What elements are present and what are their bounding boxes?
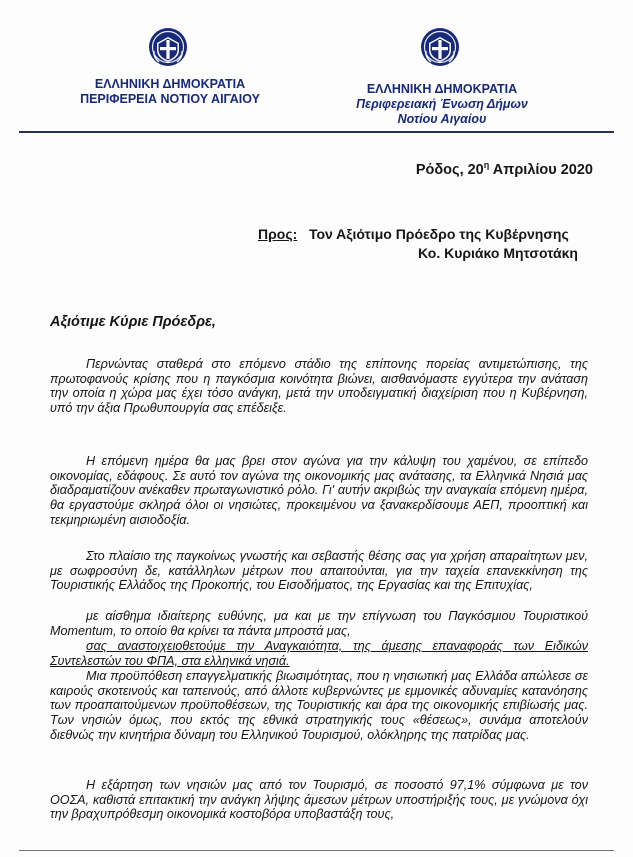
letter-date [416, 160, 593, 178]
date-sup: η [483, 160, 490, 170]
paragraph-6: Μια προϋπόθεση επαγγελματικής βιωσιμότητας, που η νησιωτική μας Ελλάδα απώλεσε σε καιρούς σκοτεινούς και ταπεινούς, από άλλοτε κυβερνώντες με εμμονικές αδυναμίες κατανόησης των προαπαιτούμενων προϋποθέσεων, της Τουριστικής και άρα της οικονομικής επιβίωσής μας. Των νησιών όμως, που εκτός της εθνικά στρατηγικής τους «θέσεως», συνάμα αποτελούν διεθνώς την κινητήρια δύναμη του Ελληνικού Τουρισμού, ολόκληρης της πατρίδας μας. [50, 669, 588, 742]
header-divider [19, 131, 614, 133]
recipient-line2 [418, 245, 578, 261]
paragraph-5: σας αναστοιχειοθετούμε την Αναγκαιότητα, της άμεσης επαναφοράς των Ειδικών Συντελεστών του ΦΠΑ, στα ελληνικά νησιά. [50, 639, 588, 668]
greek-emblem-right-icon [420, 27, 460, 67]
header-right-line2: Περιφερειακή Ένωση Δήμων [356, 97, 528, 111]
recipient-name-line1: Τον Αξιότιμο Πρόεδρο της Κυβέρνησης [308, 226, 569, 242]
date-rest: Απριλίου 2020 [489, 161, 593, 178]
header-left-line1: ΕΛΛΗΝΙΚΗ ΔΗΜΟΚΡΑΤΙΑ [94, 77, 246, 91]
recipient-name-line2: Κο. Κυριάκο Μητσοτάκη [418, 245, 578, 261]
paragraph-7: Η εξάρτηση των νησιών μας από τον Τουρισμό, σε ποσοστό 97,1% σύμφωνα με τον ΟΟΣΑ, καθιστά επιτακτική την ανάγκη λήψης άμεσων μέτρων υποστήριξής τους, με γνώμονα όχι την βραχυπρόθεσμη οικονομικά κοστοβόρα υποβαστάξη τους, [50, 778, 588, 822]
paragraph-2: Η επόμενη ημέρα θα μας βρει στον αγώνα για την κάλυψη του χαμένου, σε επίπεδο οικονομίας, εδάφους. Σε αυτό τον αγώνα της οικονομικής μας ανάτασης, τα Ελληνικά Νησιά μας διαδραματίζουν ανέκαθεν πρωταγωνιστικό ρόλο. Γι' αυτήν ακριβώς την αναγκαία επόμενη ημέρα, θα εργαστούμε σκληρά όλοι οι νησιώτες, προκειμένου να ξανακερδίσουμε ΑΕΠ, προοπτική και τεκμηριωμένη αισιοδοξία. [50, 454, 588, 527]
greek-emblem-left-icon [148, 27, 188, 67]
paragraph-3: Στο πλαίσιο της παγκοίνως γνωστής και σεβαστής θέσης σας για χρήση απαραίτητων μεν, με σωφροσύνη δε, κατάλληλων μέτρων που απαιτούνται, για την ταχεία επανεκκίνηση της Τουριστικής Ελλάδος της Προκοπής, του Εισοδήματος, της Εργασίας και της Επιτυχίας, [50, 549, 588, 593]
paragraph-1: Περνώντας σταθερά στο επόμενο στάδιο της επίπονης πορείας αντιμετώπισης, της πρωτοφανούς κρίσης που η παγκόσμια κοινότητα βιώνει, αισθανόμαστε εγγύτερα την ανάταση την οποία η χώρα μας έχει τόσο ανάγκη, μετά την υποδειγματική διαχείριση που η Κυβέρνηση, υπό την άξια Πρωθυπουργία σας επέδειξε. [50, 357, 588, 416]
salutation: Αξιότιμε Κύριε Πρόεδρε, [50, 314, 216, 330]
recipient-line1 [258, 226, 569, 242]
header-right-line3: Νοτίου Αιγαίου [397, 112, 487, 126]
header-left [70, 77, 270, 107]
date-place: Ρόδος, 20 [415, 161, 484, 178]
header-left-line2: ΠΕΡΙΦΕΡΕΙΑ ΝΟΤΙΟΥ ΑΙΓΑΙΟΥ [80, 92, 260, 106]
header-right [352, 82, 532, 127]
paragraph-4: με αίσθημα ιδιαίτερης ευθύνης, μα και με την επίγνωση του Παγκόσμιου Τουριστικού Momentum, το οποίο θα κρίνει τα πάντα μπροστά μας, [50, 609, 588, 638]
recipient-label: Προς: [258, 226, 298, 242]
bottom-edge-line [19, 850, 614, 851]
header-right-line1: ΕΛΛΗΝΙΚΗ ΔΗΜΟΚΡΑΤΙΑ [366, 82, 518, 96]
